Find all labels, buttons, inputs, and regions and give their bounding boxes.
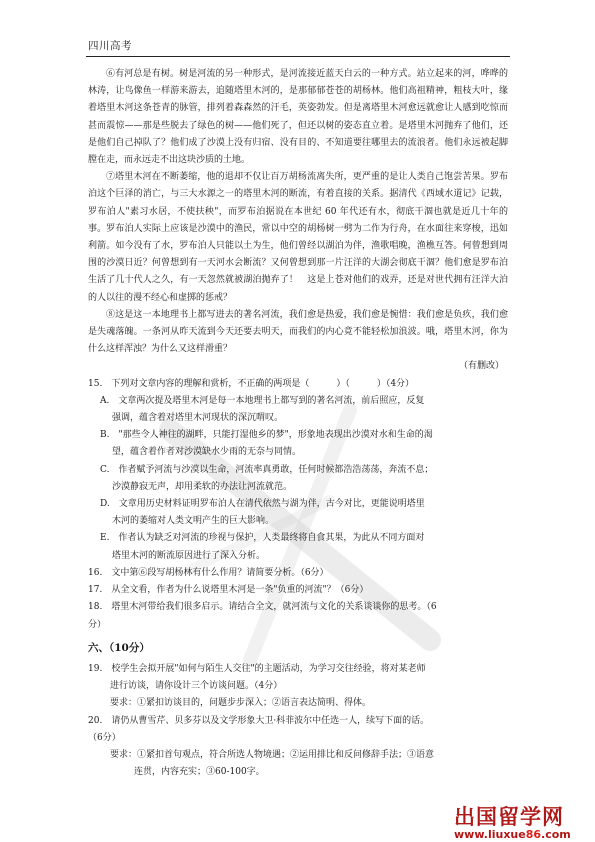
paragraph-8: ⑧这是这一本地理书上都写进去的著名河流，我们愈是热爱，我们愈是惋惜：我们愈是负疚，我们愈是失魂落魄。一条河从昨天流到今天还要去明天，而我们的内心竟不能轻松加浪波。哦，塔里木河，你为什么这样浑浊？为什么又这样滑重？ <box>88 309 508 355</box>
option-a-line1: A. 文章两次提及塔里木河是每一本地理书上都写到的著名河流，前后照应，反复 <box>100 395 425 406</box>
question-18-line2: 分） <box>88 619 107 630</box>
option-c-line2: 沙漠静寂无声，却用柔软的办法让河流就范。 <box>112 481 293 492</box>
section-six-heading: 六、（10分） <box>88 641 150 654</box>
question-20-requirements-line1: 要求：①紧扣首句观点，符合所选人物境遇；②运用排比和反问修辞手法；③语意 <box>110 749 435 760</box>
question-17: 17. 从全文看，作者为什么说塔里木河是一条"负重的河流"？（6分） <box>88 585 369 596</box>
paragraph-6: ⑥有河总是有树。树是河流的另一种形式，是河流接近蓝天白云的一种方式。站立起来的河，哗哗的林涛，让鸟像鱼一样游来游去，追随塔里木河的，是那郁郁苍苍的胡杨林。他们高祖精神，粗枝大叶，缘着塔里木河这条苍青的脉管，排列着森森然的汗毛，英姿勃发。但是离塔里木河愈远就愈让人感到吃惊而甚而震惊——那是些脱去了绿色的树——他们死了，但还以树的姿态直立着。是塔里木河抛弃了他们，还是他们自己掉队了？他们成了沙漠上没有归宿、没有目的、不知道要往哪里去的流浪者。他们永远被起脚膛在走，而永远走不出这块沙质的土地。 <box>88 69 508 166</box>
question-19-requirements: 要求：①紧扣访谈目的，问题步步深入；②语言表达简明、得体。 <box>110 698 372 709</box>
site-logo <box>454 806 571 841</box>
question-20-line2: （6分） <box>88 732 121 743</box>
header-rule <box>86 56 510 57</box>
page-header: 四川高考 <box>88 40 132 52</box>
logo-chinese-text: 出国留学网 <box>454 805 564 829</box>
option-b-line2: 望，蕴含着作者对沙漠缺水少雨的无奈与同情。 <box>112 447 302 458</box>
logo-url-suffix: .com <box>541 828 571 841</box>
option-a <box>100 393 508 427</box>
option-a-line2: 强调，蕴含着对塔里木河现状的深沉喟叹。 <box>112 413 284 424</box>
question-20-requirements-line2: 连贯，内容充实；③60-100字。 <box>134 767 265 778</box>
document-body <box>88 66 508 781</box>
option-b-line1: B. "那些令人神往的湖畔，只能打湿他乡的梦"，形象地表现出沙漠对水和生命的渴 <box>100 430 433 441</box>
option-c <box>100 462 508 496</box>
logo-url-prefix: www.liuxue <box>454 828 526 841</box>
option-d-line2: 木河的萎缩对人类文明产生的巨大影响。 <box>112 516 275 527</box>
option-d <box>100 496 508 530</box>
question-18-line1: 18. 塔里木河带给我们很多启示。请结合全文，就河流与文化的关系谈谈你的思考。（6 <box>88 602 437 613</box>
question-16: 16. 文中第⑥段写胡杨林有什么作用？请简要分析。（6分） <box>88 567 329 578</box>
question-19-line2: 进行访谈，请你设计三个访谈问题。（4分） <box>110 681 283 692</box>
question-15-stem: 15. 下列对文章内容的理解和赏析，不正确的两项是（ ）（ ）（4分） <box>88 378 415 389</box>
option-e <box>100 530 508 564</box>
paragraph-7: ⑦塔里木河在不断萎缩，他的退却不仅让百万胡杨流离失所，更严重的是让人类自己饱尝苦果。罗布泊这个巨泽的消亡，与三大水源之一的塔里木河的断流，有着直接的关系。据清代《西域水道记》记载，罗布泊人"素习水居，不使扶秧"，而罗布泊据说在本世纪 60 年代还有水，彻底干涸也就是近几十年的事。罗布泊人实际上应该是沙漠中的渔民，常以中空的胡杨树一劈为二作为行舟，在水面往来穿梭，迅如利箭。如今没有了水，罗布泊人只能以土为生，他们曾经以湖泊为伴，渔歌唱晚，渔樵互答。何曾想到周围的沙漠日近？何曾想到有一天河水会断流？又何曾想到那一片汪洋的大湖会彻底干涸？他们愈是罗布泊生活了几十代人之久，有一天忽然就被湖泊抛弃了！ 这是上苍对他们的戏弄，还是对世代拥有汪洋大泊的人以往的漫不经心和虚掷的惩戒？ <box>88 172 508 303</box>
logo-url-number: 86 <box>525 828 542 841</box>
option-e-line1: E. 作者认为缺乏对河流的珍视与保护，人类最终将自食其果，为此从不同方面对 <box>100 533 425 544</box>
option-d-line1: D. 文章用历史材料证明罗布泊人在清代依然与湖为伴，古今对比，更能说明塔里 <box>100 499 425 510</box>
option-e-line2: 塔里木河的断流原因进行了深入分析。 <box>112 550 266 561</box>
option-b <box>100 427 508 461</box>
question-19-line1: 19. 校学生会拟开展"如何与陌生人交往"的主题活动，为学习交往经验，将对某老师 <box>88 663 426 674</box>
source-note: （有删改） <box>458 361 504 372</box>
question-20-line1: 20. 请仍从曹雪芹、贝多芬以及文学形象大卫·科菲波尔中任选一人，续写下面的话。 <box>88 715 430 726</box>
option-c-line1: C. 作者赋予河流与沙漠以生命，河流率真勇敢，任何时候都浩浩荡荡，奔流不息； <box>100 464 434 475</box>
logo-url <box>454 828 571 841</box>
